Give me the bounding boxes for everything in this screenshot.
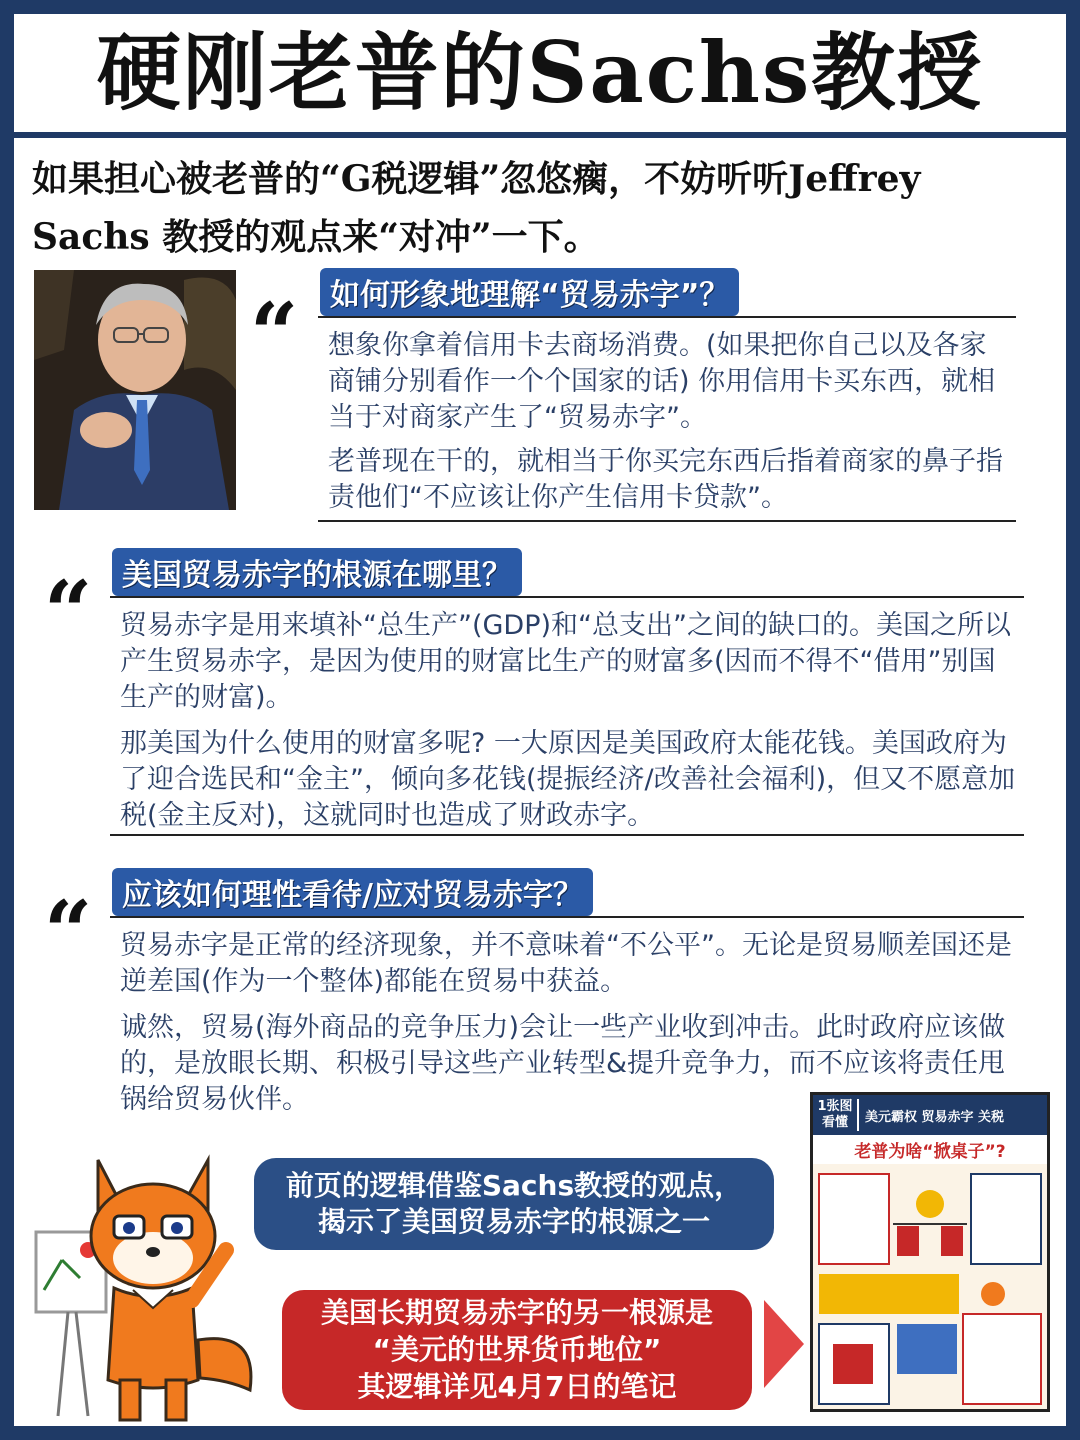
portrait-illustration	[34, 270, 236, 510]
section-title-2: 美国贸易赤字的根源在哪里？	[112, 548, 522, 596]
thumbnail-diagram	[813, 1164, 1047, 1412]
quote-mark-3: “	[44, 882, 93, 981]
fox-mascot-illustration	[28, 1140, 268, 1428]
section-rule-top-3	[110, 916, 1024, 918]
section-rule-top-2	[110, 596, 1024, 598]
quote-mark-2: “	[44, 562, 93, 661]
thumbnail-subtitle: 老普为啥“掀桌子”?	[813, 1135, 1047, 1164]
section-1-paragraph-1: 想象你拿着信用卡去商场消费。(如果把你自己以及各家商铺分别看作一个个国家的话) 你用信用卡买东西，就相当于对商家产生了“贸易赤字”。	[328, 330, 996, 433]
quote-mark-1: “	[250, 284, 299, 383]
speech-bubble-red-line-1: 美国长期贸易赤字的另一根源是	[320, 1296, 713, 1329]
section-1-paragraph-2: 老普现在干的，就相当于你买完东西后指着商家的鼻子指责他们“不应该让你产生信用卡贷款”。	[328, 446, 1003, 513]
intro-text: 如果担心被老普的“G税逻辑”忽悠瘸，不妨听听Jeffrey Sachs 教授的观点来“对冲”一下。	[32, 158, 921, 258]
thumbnail-header-text: 美元霸权 贸易赤字 关税	[865, 1109, 1005, 1125]
section-title-3: 应该如何理性看待/应对贸易赤字？	[112, 868, 593, 916]
section-rule-top-1	[318, 316, 1016, 318]
speech-bubble-blue	[254, 1158, 774, 1250]
thumbnail-tag-bottom: 看懂	[821, 1115, 848, 1130]
speech-bubble-red-line-2: “美元的世界货币地位”	[372, 1333, 662, 1366]
thumbnail-tag	[813, 1099, 859, 1131]
section-title-1: 如何形象地理解“贸易赤字”？	[320, 268, 739, 316]
section-3-paragraph-2: 诚然，贸易(海外商品的竞争压力)会让一些产业收到冲击。此时政府应该做的，是放眼长期、积极引导这些产业转型&提升竞争力，而不应该将责任甩锅给贸易伙伴。	[120, 1012, 1006, 1115]
page-title: 硬刚老普的Sachs教授	[96, 23, 984, 122]
speech-bubble-blue-line-2: 揭示了美国贸易赤字的根源之一	[317, 1205, 710, 1238]
section-rule-bottom-1	[318, 520, 1016, 522]
thumbnail-tag-top: 1张图	[817, 1099, 853, 1114]
speech-bubble-red-line-3: 其逻辑详见4月7日的笔记	[357, 1370, 677, 1403]
thumbnail-header	[813, 1095, 1047, 1135]
arrow-right-icon	[764, 1300, 804, 1388]
section-2-paragraph-2: 那美国为什么使用的财富多呢? 一大原因是美国政府太能花钱。美国政府为了迎合选民和“金主”，倾向多花钱(提振经济/改善社会福利)，但又不愿意加税(金主反对)，这就同时也造成了财政赤字。	[120, 728, 1016, 831]
section-2-paragraph-1: 贸易赤字是用来填补“总生产”(GDP)和“总支出”之间的缺口的。美国之所以产生贸易赤字，是因为使用的财富比生产的财富多(因而不得不“借用”别国生产的财富)。	[120, 610, 1012, 713]
title-bar	[14, 14, 1066, 138]
speech-bubble-blue-line-1: 前页的逻辑借鉴Sachs教授的观点，	[285, 1169, 743, 1202]
fox-mascot	[28, 1140, 268, 1428]
portrait-photo	[34, 270, 236, 510]
note-thumbnail[interactable]	[810, 1092, 1050, 1412]
section-3-paragraph-1: 贸易赤字是正常的经济现象，并不意味着“不公平”。无论是贸易顺差国还是逆差国(作为一个整体)都能在贸易中获益。	[120, 930, 1012, 997]
section-rule-bottom-2	[110, 834, 1024, 836]
speech-bubble-red	[282, 1290, 752, 1410]
